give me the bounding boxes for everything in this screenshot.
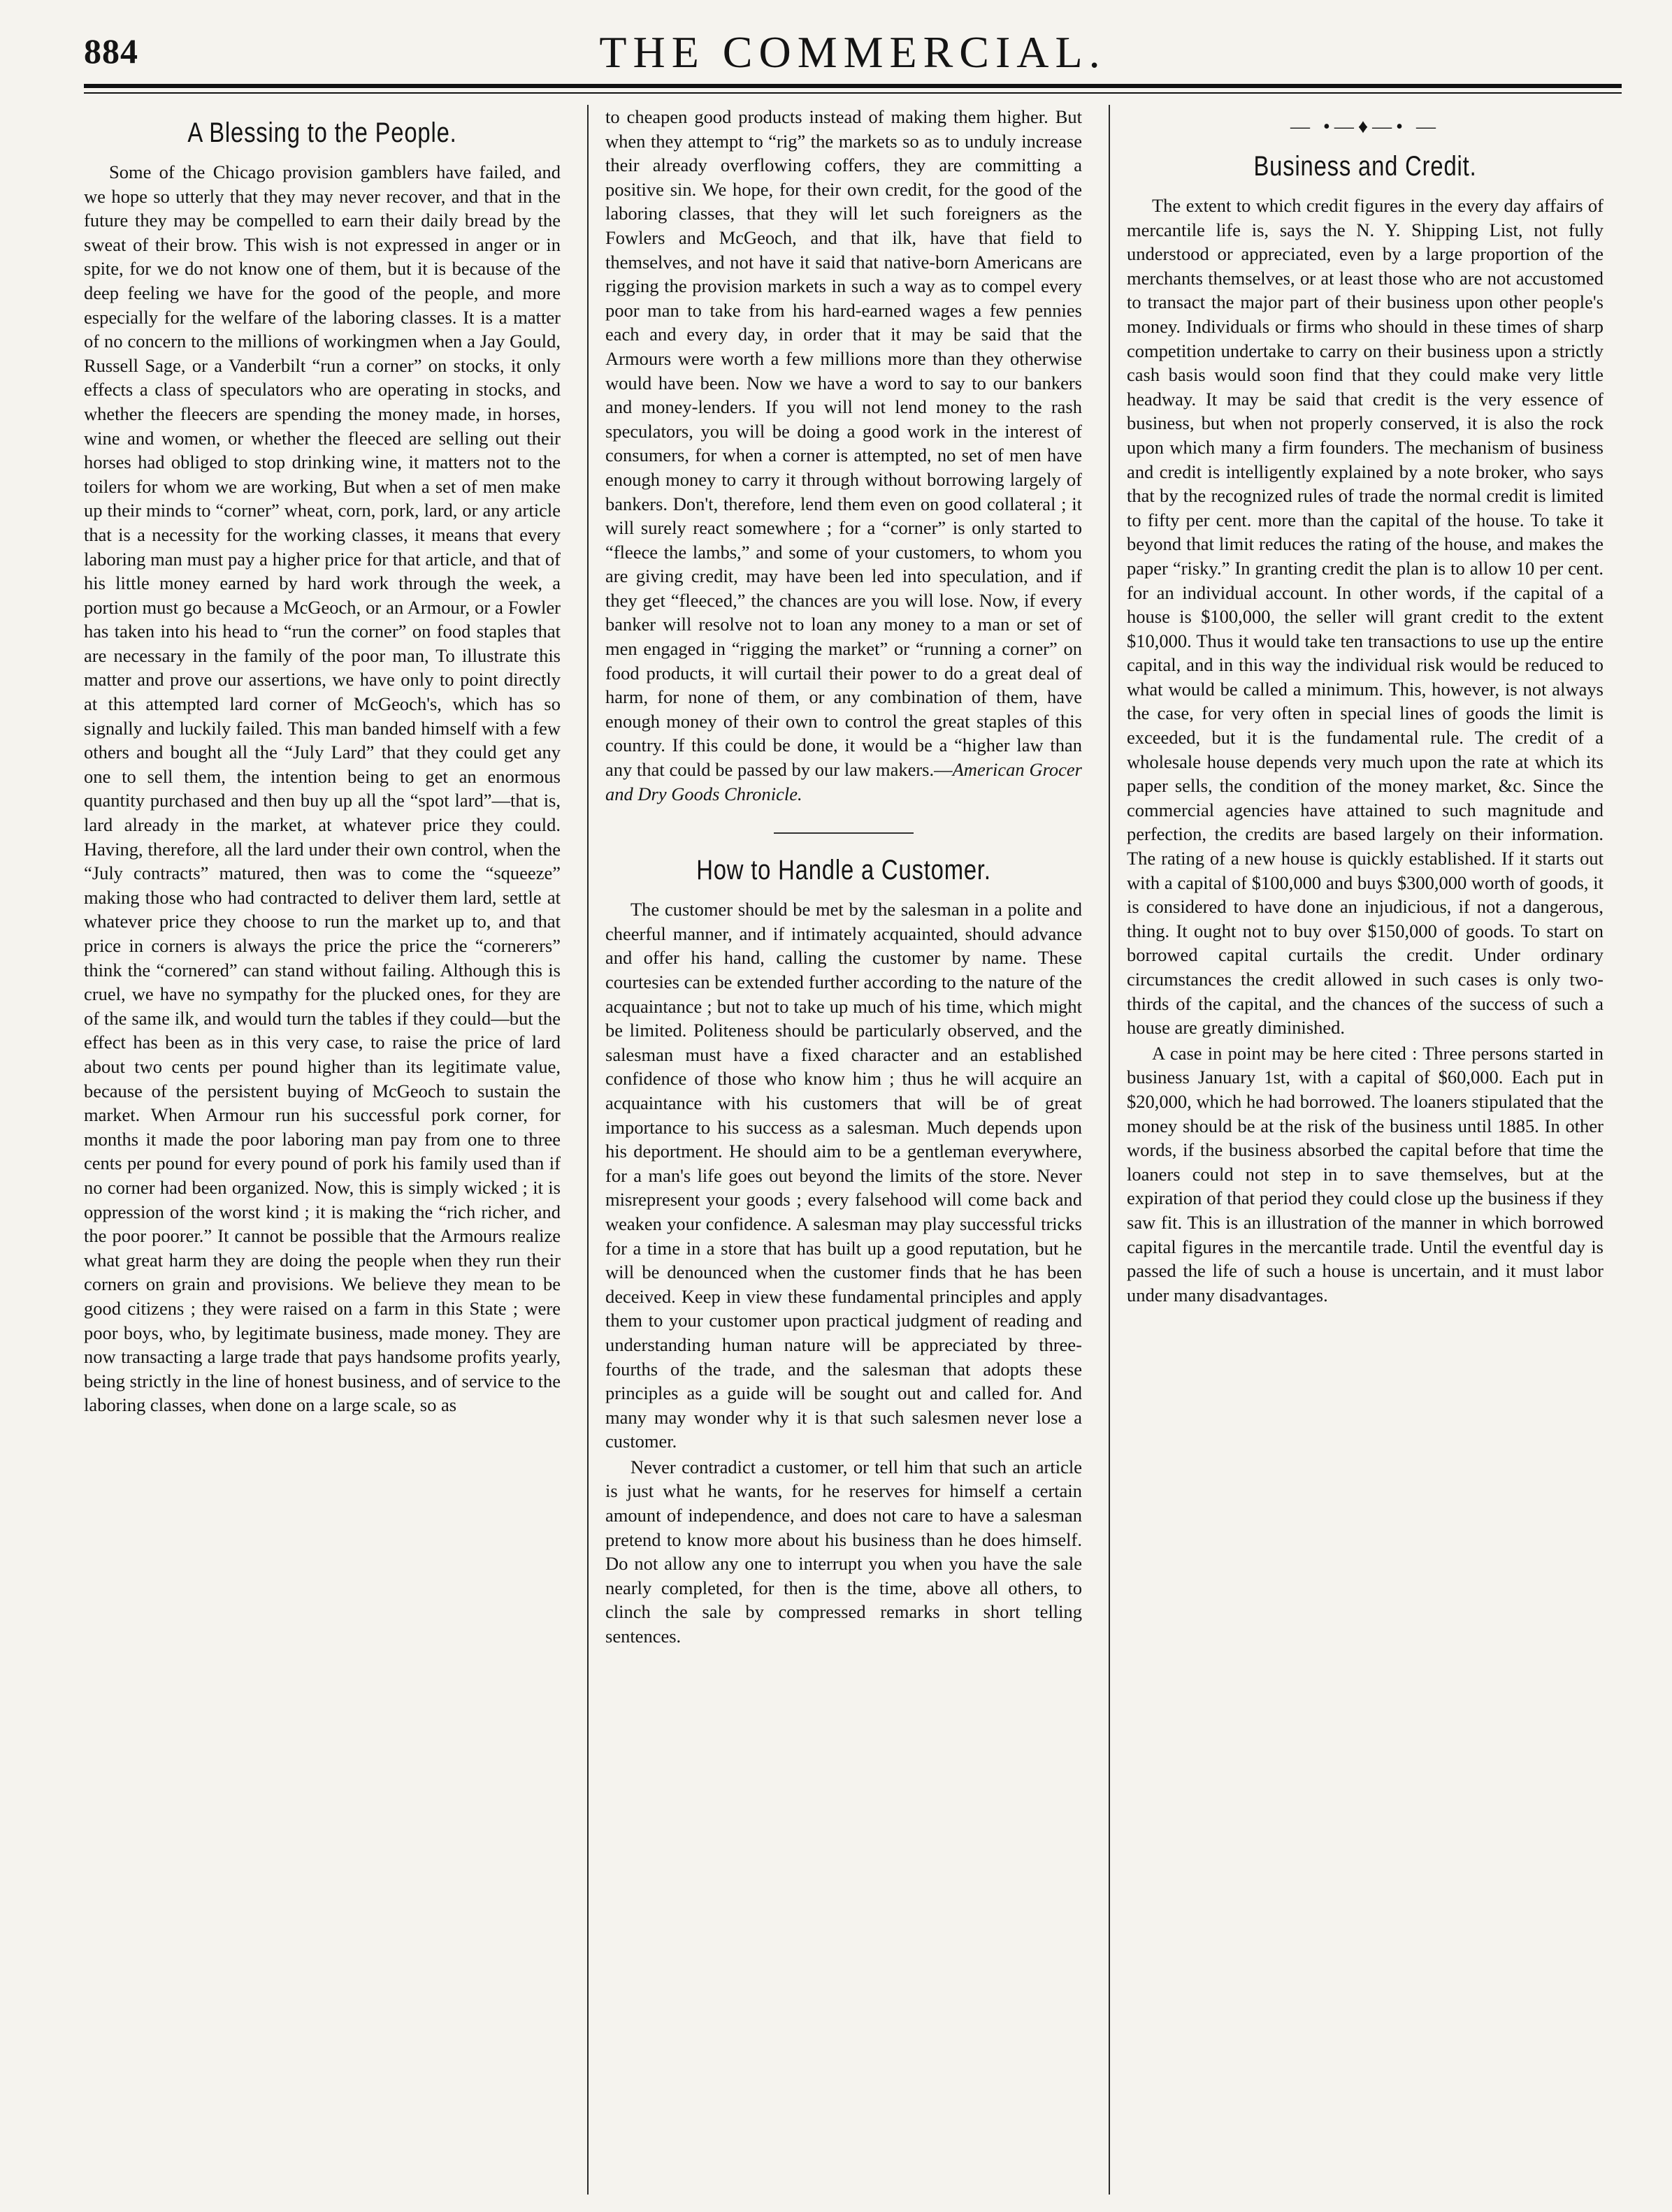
masthead bbox=[84, 27, 1622, 82]
page-number: 884 bbox=[84, 31, 138, 71]
article-body-blessing-part-2 bbox=[605, 105, 1082, 806]
article-heading-blessing: A Blessing to the People. bbox=[187, 117, 457, 148]
article-body-credit-part-1: The extent to which credit figures in the every day affairs of mercantile life is, says the N. Y. Shipping List, not fully understood or appreciated, even by a large proportion of the merchants themselves, or at least those who are not accustomed to transact the major part of their business upon other people's money. Individuals or firms who should in these times of sharp competition undertake to carry on their business upon a strictly cash basis would soon find that they could make very little headway. It may be said that credit is the very essence of business, but when not properly conserved, it is also the rock upon which many a firm founders. The mechanism of business and credit is intelligently explained by a note broker, who says that by the recognized rules of trade the normal credit is limited to fifty per cent. more than the capital of the house. To take it beyond that limit reduces the rating of the house, and makes the paper “risky.” In granting credit the plan is to allow 10 per cent. for an individual account. In other words, if the capital of a house is $100,000, the seller will grant credit to the extent $10,000. Thus it would take ten transactions to use up the entire capital, and in this way the individual risk would be reduced to what would be called a minimum. This, however, is not always the case, for very often in special lines of goods the limit is exceeded, but it is the fundamental rule. The credit of a wholesale house depends very much upon the rate at which its paper sells, the condition of the money market, &c. Since the commercial agencies have attained to such magnitude and perfection, the credits are based largely on their information. The rating of a new house is quickly established. If it starts out with a capital of $100,000 and buys $300,000 worth of goods, it is considered to have done an injudicious, if not a dangerous, thing. It ought not to buy over $150,000 of goods. To start on borrowed capital curtails the credit. Under ordinary circumstances the credit allowed in such cases is only two-thirds of the capital, and the chances of the success of such a house are greatly diminished. bbox=[1127, 195, 1603, 1039]
column-2 bbox=[605, 105, 1082, 2195]
article-heading-credit: Business and Credit. bbox=[1253, 151, 1477, 182]
source-credit: American Grocer and Dry Goods Chronicle. bbox=[605, 759, 1082, 804]
ornamental-divider: — •—♦—• — bbox=[1290, 116, 1440, 138]
column-divider bbox=[1109, 105, 1110, 2195]
article-body-blessing-part-1: Some of the Chicago provision gamblers have failed, and we hope so utterly that they may never recover, and that in the future they may be compelled to earn their daily bread by the sweat of their brow. This wish is not expressed in anger or in spite, for we do not know one of them, but it is because of the deep feeling we have for the good of the people, and more especially for the welfare of the laboring classes. It is a matter of no concern to the millions of workingmen when a Jay Gould, Russell Sage, or a Vanderbilt “run a corner” on stocks, it only effects a class of speculators who are operating in stocks, and whether the fleecers are spending the money made, in horses, wine and women, or whether the fleeced are selling out their horses had obliged to stop drinking wine, it matters not to the toilers for whom we are working, But when a set of men make up their minds to “corner” wheat, corn, pork, lard, or any article that is a necessity for the working classes, it means that every laboring man must pay a higher price for that article, and that of his little money earned by hard work through the week, a portion must go because a McGeoch, or an Armour, or a Fowler has taken into his head to “run the corner” on food staples that are necessary in the family of the poor man, To illustrate this matter and prove our assertions, we have only to point directly at this attempted lard corner of McGeoch's, which has so signally and luckily failed. This man banded himself with a few others and bought all the “July Lard” that they could get any one to sell them, the intention being to get an enormous quantity purchased and then buy up all the “spot lard”—that is, lard already in the market, at whatever price they could. Having, therefore, all the lard under their own control, when the “July contracts” matured, then was to come the “squeeze” making those who had contracted to deliver them lard, settle at whatever price they choose to run the market up to, and that price in corners is always the price the price the “cornerers” think the “cornered” can stand without failing. Although this is cruel, we have no sympathy for the plucked ones, for they are of the same ilk, and would turn the tables if they could—but the effect has been as in this very case, to raise the price of lard about two cents per pound higher than its legitimate value, because of the persistent buying of McGeoch to sustain the market. When Armour run his successful pork corner, for months it made the poor laboring man pay from one to three cents per pound for every pound of pork his family used than if no corner had been organized. Now, this is simply wicked ; it is oppression of the worst kind ; it is making the “rich richer, and the poor poorer.” It cannot be possible that the Armours realize what great harm they are doing the people when they run their corners on grain and provisions. We believe they mean to be good citizens ; they were raised on a farm in this State ; were poor boys, who, by legitimate business, made money. They are now transacting a large trade that pays handsome profits yearly, being strictly in the line of honest business, and of service to the laboring classes, when done on a large scale, so as bbox=[84, 161, 561, 1416]
column-divider bbox=[587, 105, 589, 2195]
header-rule-thick bbox=[84, 84, 1622, 88]
newspaper-title: THE COMMERCIAL. bbox=[599, 27, 1107, 77]
article-body-credit-part-2: A case in point may be here cited : Three persons started in business January 1st, with a capital of $60,000. Each put in $20,000, which he had borrowed. The loaners stipulated that the money should be at the risk of the business until 1885. In other words, if the business absorbed the capital before that time the loaners could not step in to save themselves, but at the expiration of that period they could close up the business if they saw fit. This is an illustration of the manner in which borrowed capital figures in the mercantile trade. Until the eventful day is passed the life of such a house is uncertain, and it must labor under many disadvantages. bbox=[1127, 1042, 1603, 1306]
article-body-customer-part-1: The customer should be met by the salesman in a polite and cheerful manner, and if intimately acquainted, should advance and offer his hand, calling the customer by name. These courtesies can be extended further according to the nature of the acquaintance ; but not to take up much of his time, which might be limited. Politeness should be particularly observed, and the salesman must have a fixed character and an established confidence of those who know him ; thus he will acquire an acquaintance with his customers that will be of great importance to his success as a salesman. Much depends upon his deportment. He should aim to be a gentleman everywhere, for a man's life goes out beyond the limits of the store. Never misrepresent your goods ; every falsehood will come back and weaken your confidence. A salesman may play successful tricks for a time in a store that has built up a good reputation, but he will be denounced when the customer finds that he has been deceived. Keep in view these fundamental principles and apply them to your customer upon practical judgment of reading and understanding human nature will be appreciated by three-fourths of the trade, and the salesman that adopts these principles as a guide will be sought out and called for. And many may wonder why it is that such salesmen never lose a customer. bbox=[605, 899, 1082, 1452]
section-rule bbox=[774, 832, 914, 834]
article-heading-customer: How to Handle a Customer. bbox=[696, 855, 991, 886]
column-3 bbox=[1127, 105, 1603, 2195]
column-1 bbox=[84, 105, 561, 2195]
article-body-customer-part-2: Never contradict a customer, or tell him that such an article is just what he wants, for he reserves for himself a certain amount of independence, and does not care to have a salesman pretend to know more about his business than he does himself. Do not allow any one to interrupt you when you have the sale nearly completed, for then is the time, above all others, to clinch the sale by compressed remarks in short telling sentences. bbox=[605, 1456, 1082, 1647]
header-rule-thin bbox=[84, 92, 1622, 94]
blessing-continued-text: to cheapen good products instead of making them higher. But when they attempt to “rig” the markets so as to unduly increase their already overflowing coffers, they are committing a positive sin. We hope, for their own credit, for the good of the laboring classes, that they will let such foreigners as the Fowlers and McGeoch, and that ilk, have that field to themselves, and not have it said that native-born Americans are rigging the provision markets in such a way as to compel every poor man to take from his hard-earned wages a few pennies each and every day, in order that it may be said that the Armours were worth a few millions more than they otherwise would have been. Now we have a word to say to our bankers and money-lenders. If you will not lend money to the rash speculators, you will be doing a good work in the interest of consumers, for when a corner is attempted, no set of men have enough money to carry it through without borrowing largely of bankers. Don't, therefore, lend them even on good collateral ; it will surely react somewhere ; for a “corner” is only started to “fleece the lambs,” and some of your customers, to whom you are giving credit, may have been led into speculation, and if they get “fleeced,” the chances are you will lose. Now, if every banker will resolve not to loan any money to a man or set of men engaged in “rigging the market” or “running a corner” on food products, it will curtail their power to do a great deal of harm, for none of them, or any combination of them, have enough money of their own to control the great staples of this country. If this could be done, it would be a “higher law than any that could be passed by our law makers.— bbox=[605, 106, 1082, 781]
